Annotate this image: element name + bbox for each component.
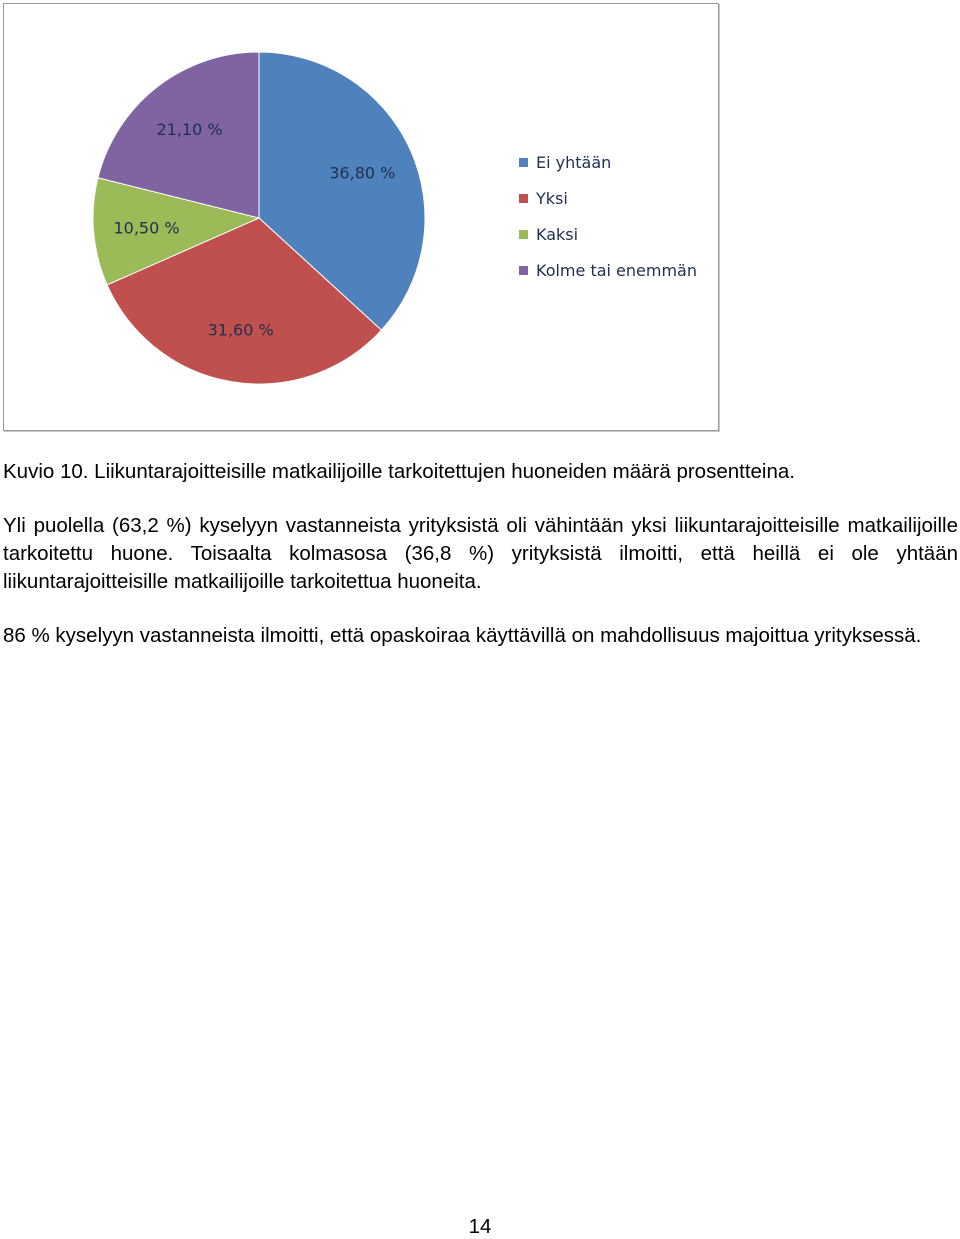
pie-data-label-4: 21,10 % xyxy=(156,120,223,140)
legend-label-4: Kolme tai enemmän xyxy=(536,261,697,280)
body-paragraph-1: Yli puolella (63,2 %) kyselyyn vastanneista yrityksistä oli vähintään yksi liikuntarajoitteisille matkailijoille tarkoitettu huone. Toisaalta kolmasosa (36,8 %) yrityksistä ilmoitti, että heillä ei ole yhtään liikuntarajoitteisille matkailijoille tarkoitettua huoneita. xyxy=(3,514,958,593)
legend-swatch-4 xyxy=(519,266,528,275)
pie-chart xyxy=(3,3,719,431)
pie-data-label-2: 31,60 % xyxy=(207,320,274,340)
legend-swatch-3 xyxy=(519,230,528,239)
legend-label-2: Yksi xyxy=(536,189,568,208)
figure-caption: Kuvio 10. Liikuntarajoitteisille matkailijoille tarkoitettujen huoneiden määrä prosentteina. xyxy=(3,460,795,483)
pie-data-label-1: 36,80 % xyxy=(329,163,396,183)
legend-label-1: Ei yhtään xyxy=(536,153,612,172)
page-number: 14 xyxy=(468,1215,492,1238)
body-paragraph-2: 86 % kyselyyn vastanneista ilmoitti, että opaskoiraa käyttävillä on mahdollisuus majoittua yrityksessä. xyxy=(3,624,922,647)
legend-swatch-2 xyxy=(519,194,528,203)
legend-label-3: Kaksi xyxy=(536,225,579,244)
legend-swatch-1 xyxy=(519,158,528,167)
pie-chart-svg xyxy=(4,4,718,430)
pie-data-label-3: 10,50 % xyxy=(113,218,180,238)
